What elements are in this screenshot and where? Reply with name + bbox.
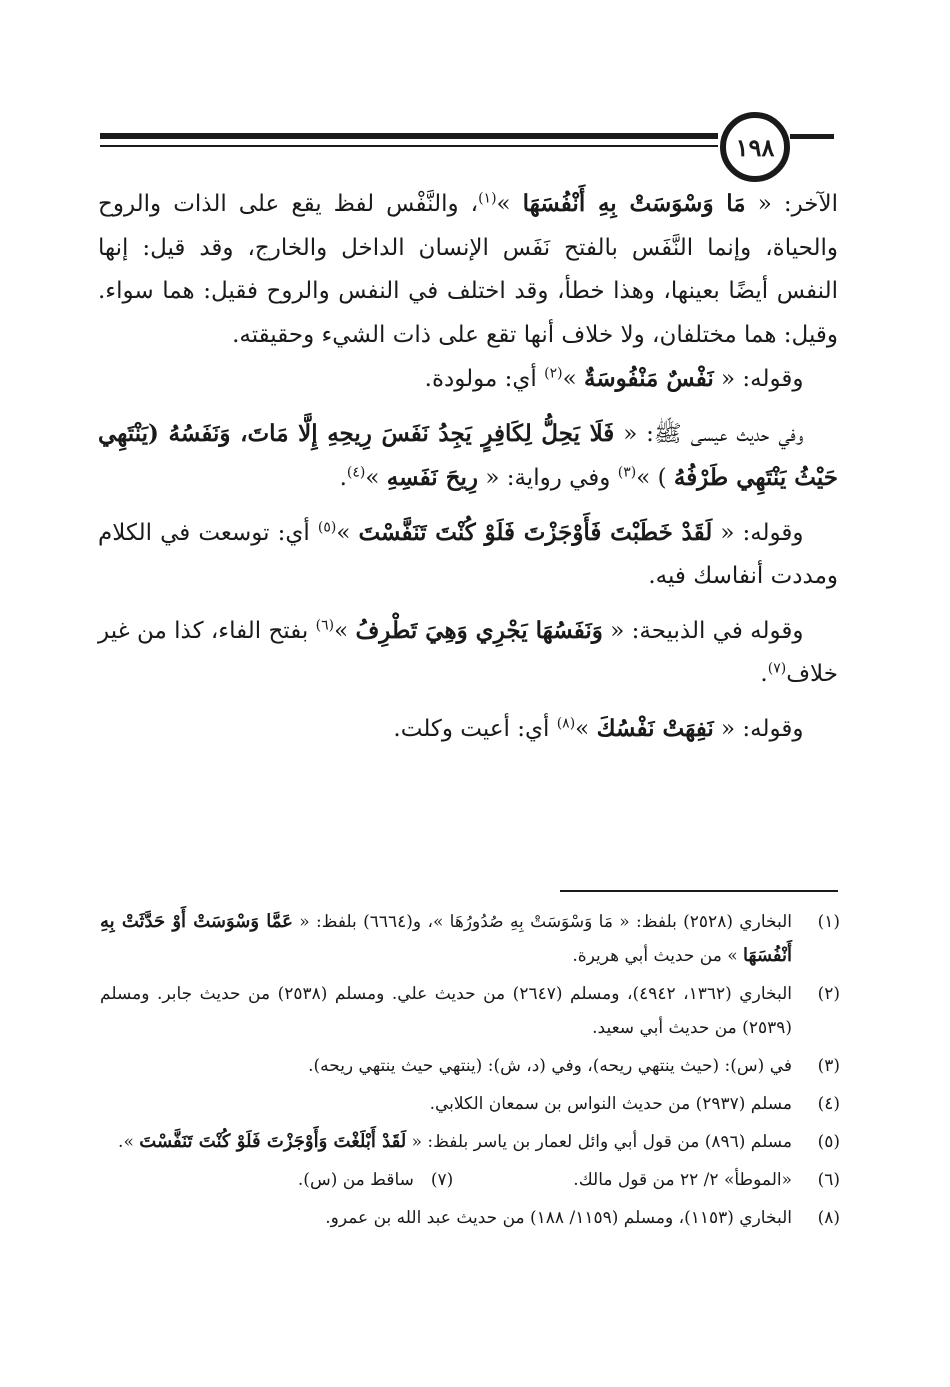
- text-run: »: [562, 366, 584, 392]
- footnote-6-7: [100, 1163, 840, 1197]
- footnote-number: (٥): [817, 1132, 840, 1152]
- text-run: »: [334, 617, 356, 644]
- text-run: الآخر: «: [745, 191, 838, 217]
- header-rule-right: [790, 134, 834, 139]
- footnote-number: (٧): [430, 1170, 454, 1190]
- footnote-ref: (٥): [317, 518, 337, 535]
- text-run: مسلم (٨٩٦) من قول أبي وائل لعمار بن ياسر بلفظ: «: [406, 1132, 792, 1152]
- footnote-8: [100, 1201, 840, 1235]
- text-run: البخاري (٢٥٢٨) بلفظ: « مَا وَسْوَسَتْ بِهِ صُدُورُهَا »، و(٦٦٦٤) بلفظ: «: [292, 912, 792, 932]
- footnote-text: البخاري (١٣٦٢، ٤٩٤٢)، ومسلم (٢٦٤٧) من حديث علي. ومسلم (٢٥٣٨) من حديث جابر. ومسلم (٢٥٣٩) من حديث أبي سعيد.: [100, 984, 793, 1038]
- footnote-ref: (٧): [767, 660, 787, 677]
- text-run: «الموطأ» ٢/ ٢٢ من قول مالك.: [573, 1170, 792, 1190]
- footnotes: [100, 905, 840, 1239]
- hadith-quote: عَمَّا وَسْوَسَتْ أَوْ حَدَّثَتْ بِهِ أَنْفُسَهَا: [100, 911, 792, 966]
- footnote-2: [100, 977, 840, 1045]
- footnote-ref: (٣): [617, 464, 637, 481]
- footnote-text: في (س): (حيث ينتهي ريحه)، وفي (د، ش): (ينتهي حيث ينتهي ريحه).: [308, 1056, 792, 1076]
- hadith-quote: نَفِهَتْ نَفْسُكَ: [596, 714, 714, 742]
- text-run: أي: أعيت وكلت.: [393, 715, 557, 742]
- text-run: وقوله: «: [713, 715, 804, 742]
- text-run: »: [496, 191, 523, 217]
- text-run: »: [336, 519, 359, 546]
- footnote-separator: [560, 890, 838, 892]
- main-text: [98, 182, 838, 751]
- text-run: وقوله: «: [713, 366, 804, 392]
- text-run: ساقط من (س).: [297, 1170, 414, 1190]
- text-run: ».: [118, 1132, 140, 1152]
- footnote-number: (٦): [817, 1170, 840, 1190]
- footnote-text: [100, 1125, 792, 1159]
- footnote-text: البخاري (١١٥٣)، ومسلم (١١٥٩/ ١٨٨) من حديث عبد الله بن عمرو.: [325, 1208, 792, 1228]
- text-run: وفي رواية: «: [478, 465, 618, 491]
- footnote-ref: (١): [478, 190, 497, 207]
- hadith-quote: فَلَا يَحِلُّ لِكَافِرٍ يَجِدُ نَفَسَ رِيحِهِ إِلَّا مَاتَ، وَنَفَسُهُ (يَنْتَهِي حَيْثُ يَنْتَهِي طَرْفُهُ: [98, 419, 838, 491]
- footnote-number: (٣): [817, 1056, 840, 1076]
- paragraph-3: [98, 412, 838, 501]
- footnote-3: [100, 1049, 840, 1083]
- paragraph-5: [98, 609, 838, 697]
- page-number: ١٩٨: [735, 132, 775, 162]
- header-rule-thin: [100, 145, 718, 147]
- footnote-number: (٨): [817, 1208, 840, 1228]
- text-run: أي: توسعت في الكلام ومددت أنفاسك فيه.: [98, 519, 838, 589]
- text-run: ، والنَّفْس لفظ يقع على الذات والروح والحياة، وإنما النَّفَس بالفتح نَفَس الإنسان الداخل والخارج، وقد قيل: إنها النفس أيضًا بعينها، وهذا خطأ، وقد اختلف في النفس والروح فقيل: هما سواء. وقيل: هما مختلفان، ولا خلاف أنها تقع على ذات الشيء وحقيقته.: [98, 191, 838, 348]
- footnote-4: [100, 1087, 840, 1121]
- footnote-text: [100, 905, 792, 973]
- text-run: .: [339, 465, 347, 491]
- text-run: وقوله في الذبيحة: «: [602, 617, 804, 644]
- page-number-badge: [720, 112, 790, 182]
- hadith-quote: رِيحَ نَفَسِهِ: [386, 464, 479, 491]
- hadith-quote: مَا وَسْوَسَتْ بِهِ أَنْفُسَهَا: [522, 190, 746, 217]
- paragraph-4: [98, 511, 838, 599]
- footnote-ref: (٦): [315, 616, 335, 633]
- paragraph-2: [98, 357, 838, 402]
- paragraph-6: [98, 707, 838, 752]
- footnote-5: [100, 1125, 840, 1159]
- footnote-1: [100, 905, 840, 973]
- footnote-ref: (٤): [346, 464, 366, 481]
- text-run: بفتح الفاء، كذا من غير خلاف: [98, 617, 838, 687]
- text-run: »: [365, 465, 387, 491]
- text-run: ) »: [636, 465, 674, 491]
- text-run: .: [760, 661, 768, 687]
- footnote-text: [100, 1163, 792, 1197]
- hadith-quote: نَفْسٌ مَنْفُوسَةٌ: [583, 365, 714, 392]
- hadith-quote: وَنَفَسُهَا يَجْرِي وَهِيَ تَطْرِفُ: [355, 616, 603, 644]
- text-run: أي: مولودة.: [424, 366, 545, 392]
- footnote-ref: (٨): [556, 714, 576, 731]
- text-run: »: [575, 715, 597, 742]
- header-rule-thick: [100, 133, 718, 139]
- footnote-number: (١): [817, 912, 840, 932]
- paragraph-1: [98, 182, 838, 357]
- footnote-ref: (٢): [544, 365, 563, 382]
- hadith-quote: لَقَدْ خَطَبْتَ فَأَوْجَزْتَ فَلَوْ كُنْتَ تَنَفَّسْتَ: [358, 518, 713, 546]
- footnote-number: (٢): [817, 984, 840, 1004]
- text-run: وقوله: «: [712, 519, 804, 546]
- footnote-number: (٤): [817, 1094, 840, 1114]
- text-run: وفي حديث عيسى ﷺ: «: [614, 420, 804, 447]
- footnote-text: مسلم (٢٩٣٧) من حديث النواس بن سمعان الكلابي.: [429, 1094, 792, 1114]
- text-run: » من حديث أبي هريرة.: [572, 946, 744, 966]
- hadith-quote: لَقَدْ أَبْلَغْتَ وَأَوْجَزْتَ فَلَوْ كُنْتَ تَنَفَّسْتَ: [139, 1131, 407, 1152]
